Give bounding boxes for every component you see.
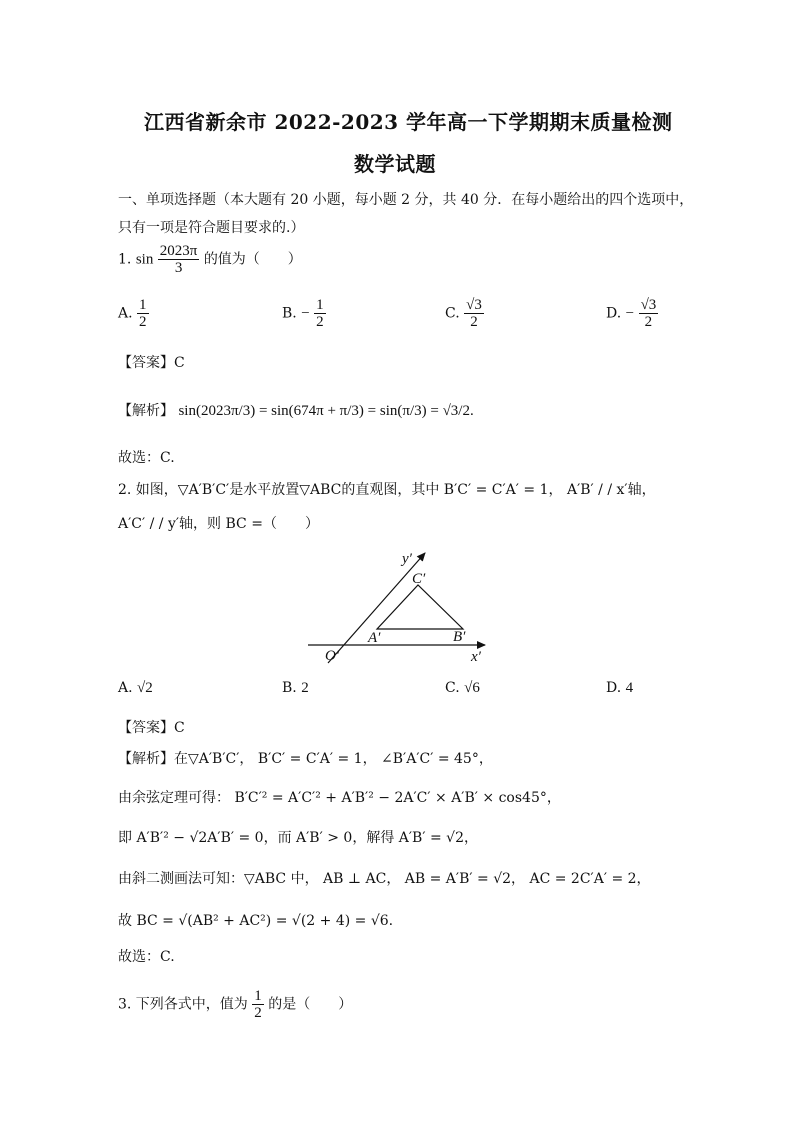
q1-fraction xyxy=(158,243,200,276)
q2-option-b xyxy=(282,680,309,697)
q1-option-b-sign: − xyxy=(301,305,310,322)
q2-option-c-label: C. xyxy=(445,680,460,696)
q1-answer: 【答案】C xyxy=(118,355,185,371)
q3-prefix: 3. 下列各式中，值为 xyxy=(118,996,248,1013)
y-axis-label: y′ xyxy=(402,551,412,567)
q1-option-b-label: B. xyxy=(282,305,297,322)
q1-option-a-num: 1 xyxy=(139,297,147,313)
triangle-abc xyxy=(377,585,463,629)
q2-option-d xyxy=(606,680,633,697)
q1-option-c-den: 2 xyxy=(470,314,478,330)
question-2-line2: A′C′ / / y′轴，则 BC =（ ） xyxy=(118,516,319,532)
q1-conclusion: 故选：C. xyxy=(118,450,175,466)
q1-option-a-den: 2 xyxy=(139,314,147,330)
question-3 xyxy=(118,988,352,1021)
q1-option-b xyxy=(282,297,326,330)
q2-answer: 【答案】C xyxy=(118,720,185,736)
q1-option-a-label: A. xyxy=(118,305,133,322)
q1-option-d-den: 2 xyxy=(644,314,653,330)
vertex-a-label: A′ xyxy=(368,630,381,646)
q1-analysis xyxy=(118,400,474,420)
question-1 xyxy=(118,243,302,276)
q1-option-b-den: 2 xyxy=(316,314,324,330)
q3-suffix: 的是（ ） xyxy=(268,996,353,1013)
section-heading-line1: 一、单项选择题（本大题有 20 小题，每小题 2 分，共 40 分．在每小题给出的四个选项中， xyxy=(118,192,694,208)
q1-option-a xyxy=(118,297,149,330)
q1-option-d-num: √3 xyxy=(640,297,657,313)
q2-analysis-line1: 【解析】在▽A′B′C′， B′C′ = C′A′ = 1， ∠B′A′C′ = 45°， xyxy=(118,751,493,767)
page-subtitle: 数学试题 xyxy=(354,152,436,176)
q1-analysis-label: 【解析】 xyxy=(118,403,174,419)
y-axis-line xyxy=(328,553,425,663)
q1-option-d xyxy=(606,297,658,330)
q2-option-b-label: B. xyxy=(282,680,297,696)
q2-option-d-label: D. xyxy=(606,680,622,696)
q1-analysis-text: sin(2023π/3) = sin(674π + π/3) = sin(π/3) = √3/2. xyxy=(178,403,474,419)
section-heading-line2: 只有一项是符合题目要求的.） xyxy=(118,220,305,236)
q2-option-a-value: √2 xyxy=(137,680,153,696)
page-title: 江西省新余市 2022-2023 学年高一下学期期末质量检测 xyxy=(144,110,673,134)
q1-sin: sin xyxy=(135,251,154,268)
oblique-triangle-figure xyxy=(300,545,500,670)
vertex-c-label: C′ xyxy=(412,571,426,587)
q2-analysis-line5: 故 BC = √(AB² + AC²) = √(2 + 4) = √6. xyxy=(118,913,394,929)
x-axis-label: x′ xyxy=(471,649,481,665)
vertex-b-label: B′ xyxy=(453,629,466,645)
q1-frac-den: 3 xyxy=(174,260,183,276)
q1-option-c-num: √3 xyxy=(466,297,482,313)
origin-label: O′ xyxy=(325,648,340,664)
q2-option-b-value: 2 xyxy=(301,680,309,696)
q2-analysis-line4: 由斜二测画法可知：▽ABC 中， AB ⊥ AC， AB = A′B′ = √2， AC = 2C′A′ = 2， xyxy=(118,871,651,887)
q3-frac-num: 1 xyxy=(254,988,262,1004)
q1-suffix: 的值为（ ） xyxy=(203,251,302,268)
q2-option-d-value: 4 xyxy=(625,680,634,696)
q2-analysis-line2: 由余弦定理可得： B′C′² = A′C′² + A′B′² − 2A′C′ × A′B′ × cos45°， xyxy=(118,790,561,806)
q2-analysis-line3: 即 A′B′² − √2A′B′ = 0，而 A′B′ > 0，解得 A′B′ = √2， xyxy=(118,830,478,846)
q2-option-c xyxy=(445,680,480,697)
q1-option-c-label: C. xyxy=(445,305,460,322)
q3-frac-den: 2 xyxy=(254,1005,262,1021)
q1-option-b-num: 1 xyxy=(316,297,324,313)
q1-option-c xyxy=(445,297,484,330)
q1-number: 1. xyxy=(118,251,132,268)
q2-option-a-label: A. xyxy=(118,680,133,696)
q1-option-d-sign: − xyxy=(625,305,635,322)
q2-option-a xyxy=(118,680,153,697)
question-2-line1: 2. 如图，▽A′B′C′是水平放置▽ABC的直观图，其中 B′C′ = C′A′ = 1， A′B′ / / x′轴， xyxy=(118,482,656,498)
q1-option-d-label: D. xyxy=(606,305,622,322)
q2-option-c-value: √6 xyxy=(464,680,480,696)
q1-frac-num: 2023π xyxy=(159,243,198,259)
q2-conclusion: 故选：C. xyxy=(118,949,175,965)
